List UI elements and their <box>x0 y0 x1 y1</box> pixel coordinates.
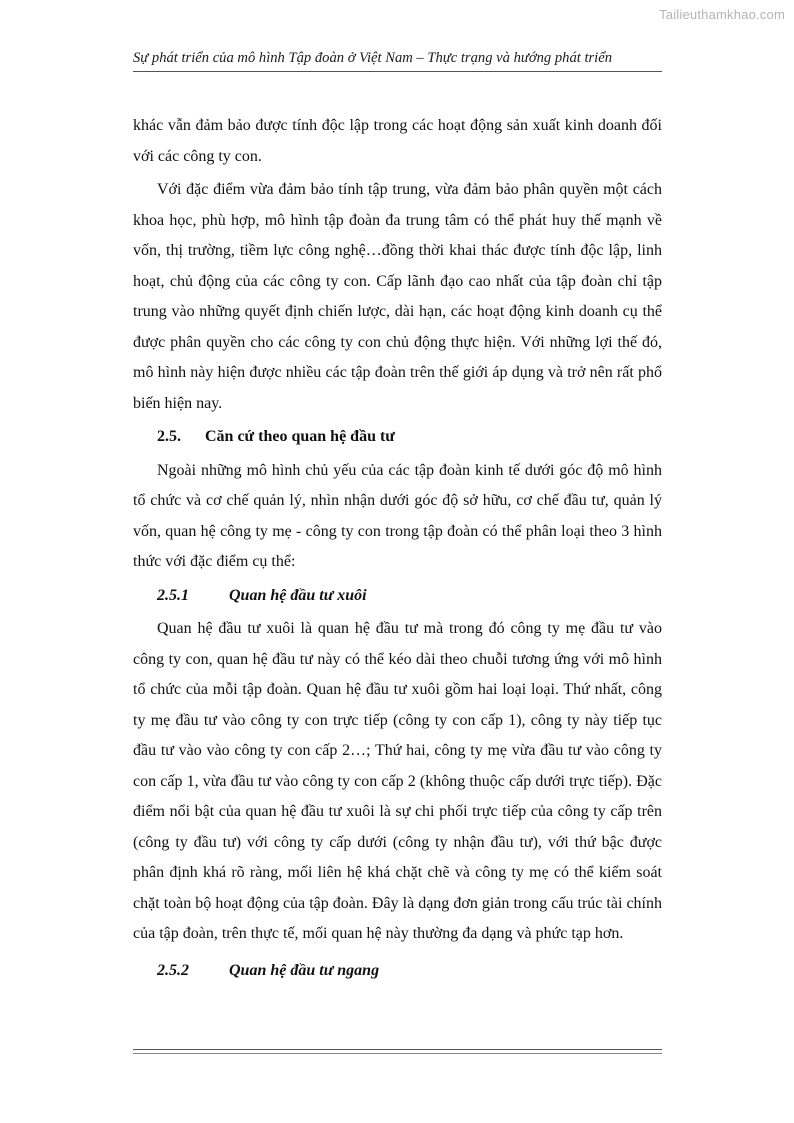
document-body <box>133 111 662 989</box>
subsection-heading-2-5-1 <box>157 581 662 612</box>
paragraph-multicenter-model: Với đặc điểm vừa đảm bảo tính tập trung, vừa đảm bảo phân quyền một cách khoa học, phù hợp, mô hình tập đoàn đa trung tâm có thể phát huy thế mạnh về vốn, thị trường, tiềm lực công nghệ…đồng thời khai thác được tính độc lập, linh hoạt, chủ động của các công ty con. Cấp lãnh đạo cao nhất của tập đoàn chỉ tập trung vào những quyết định chiến lược, dài hạn, các hoạt động kinh doanh cụ thể được phân quyền cho các công ty con chủ động thực hiện. Với những lợi thế đó, mô hình này hiện được nhiều các tập đoàn trên thế giới áp dụng và trở nên rất phổ biến hiện nay. <box>133 181 662 412</box>
section-title: Căn cứ theo quan hệ đầu tư <box>205 428 395 445</box>
footer-rule-secondary <box>133 1053 662 1054</box>
watermark: Tailieuthamkhao.com <box>659 7 785 22</box>
footer-rule <box>133 1049 662 1050</box>
section-heading-2-5 <box>157 422 662 453</box>
subsection-title: Quan hệ đầu tư xuôi <box>229 586 367 604</box>
paragraph-continuation: khác vẫn đảm bảo được tính độc lập trong các hoạt động sản xuất kinh doanh đối với các công ty con. <box>133 117 662 165</box>
subsection-number: 2.5.2 <box>157 961 189 979</box>
header-rule <box>133 71 662 72</box>
paragraph-forward-investment: Quan hệ đầu tư xuôi là quan hệ đầu tư mà trong đó công ty mẹ đầu tư vào công ty con, quan hệ đầu tư này có thể kéo dài theo chuỗi tương ứng với mô hình tổ chức của mỗi tập đoàn. Quan hệ đầu tư xuôi gồm hai loại loại. Thứ nhất, công ty mẹ đầu tư vào công ty con trực tiếp (công ty con cấp 1), công ty này tiếp tục đầu tư vào vào công ty con cấp 2…; Thứ hai, công ty mẹ vừa đầu tư vào công ty con cấp 1, vừa đầu tư vào công ty con cấp 2 (không thuộc cấp dưới trực tiếp). Đặc điểm nổi bật của quan hệ đầu tư xuôi là sự chi phối trực tiếp của công ty cấp trên (công ty đầu tư) với công ty cấp dưới (công ty nhận đầu tư), với thứ bậc được phân định khá rõ ràng, mối liên hệ khá chặt chẽ và công ty mẹ có thể kiểm soát chặt toàn bộ hoạt động của tập đoàn. Đây là dạng đơn giản trong cấu trúc tài chính của tập đoàn, trên thực tế, mối quan hệ này thường đa dạng và phức tạp hơn. <box>133 620 662 942</box>
subsection-heading-2-5-2 <box>157 956 662 987</box>
subsection-number: 2.5.1 <box>157 586 189 604</box>
section-number: 2.5. <box>157 428 181 445</box>
running-header: Sự phát triển của mô hình Tập đoàn ở Việt Nam – Thực trạng và hướng phát triển <box>133 50 613 66</box>
subsection-title: Quan hệ đầu tư ngang <box>229 961 380 979</box>
paragraph-investment-intro: Ngoài những mô hình chủ yếu của các tập đoàn kinh tế dưới góc độ mô hình tổ chức và cơ chế quản lý, nhìn nhận dưới góc độ sở hữu, cơ chế đầu tư, quản lý vốn, quan hệ công ty mẹ - công ty con trong tập đoàn có thể phân loại theo 3 hình thức với đặc điểm cụ thể: <box>133 461 662 570</box>
